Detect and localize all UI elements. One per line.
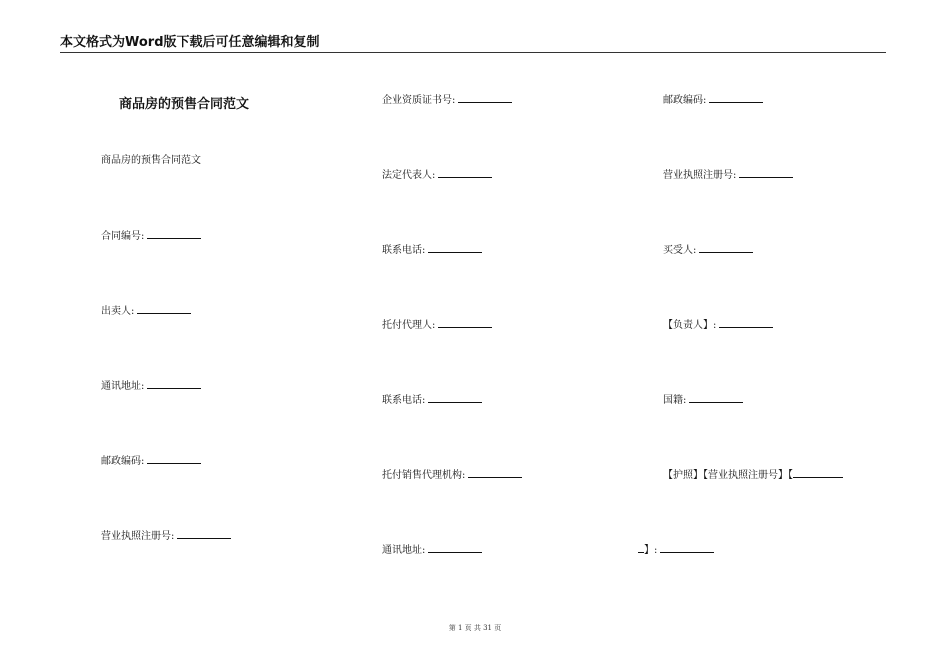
fill-blank: [468, 468, 522, 478]
col1-line: [101, 529, 231, 544]
fill-blank: [793, 468, 843, 478]
col2-line: [382, 393, 482, 408]
postcode-label: 邮政编码:: [101, 456, 145, 467]
phone-label: 联系电话:: [382, 395, 426, 406]
license-label: 营业执照注册号:: [101, 531, 175, 542]
col1-line: [101, 454, 201, 469]
qualification-label: 企业资质证书号:: [382, 95, 456, 106]
col3-line: [663, 243, 753, 258]
document-title: 商品房的预售合同范文: [119, 97, 250, 112]
document-header: [60, 33, 886, 53]
fill-blank: [177, 529, 231, 539]
fill-blank: [428, 543, 482, 553]
fill-blank: [438, 168, 492, 178]
col3-line: [663, 393, 743, 408]
col1-line: [101, 379, 201, 394]
passport-license-label: 【护照】【营业执照注册号】【: [663, 470, 793, 481]
col3-line: [638, 543, 714, 558]
col2-line: [382, 168, 492, 183]
col1-label: 商品房的预售合同范文: [101, 155, 201, 166]
page-number: 第 1 页 共 31 页: [448, 624, 502, 632]
fill-blank: [438, 318, 492, 328]
fill-blank: [147, 454, 201, 464]
address-label: 通讯地址:: [101, 381, 145, 392]
fill-blank: [428, 243, 482, 253]
buyer-label: 买受人:: [663, 245, 697, 256]
col2-line: [382, 93, 512, 108]
phone-label: 联系电话:: [382, 245, 426, 256]
col3-line: [663, 93, 763, 108]
fill-blank: [458, 93, 512, 103]
legal-rep-label: 法定代表人:: [382, 170, 436, 181]
agent-label: 托付代理人:: [382, 320, 436, 331]
col2-line: [382, 468, 522, 483]
fill-blank: [699, 243, 753, 253]
fill-blank: [709, 93, 763, 103]
fill-blank: [689, 393, 743, 403]
license-label: 营业执照注册号:: [663, 170, 737, 181]
col2-line: [382, 318, 492, 333]
bracket-close-label: 】:: [644, 545, 658, 556]
col2-line: [382, 243, 482, 258]
col1-line: [101, 229, 201, 244]
col3-line: [663, 468, 843, 483]
fill-blank: [719, 318, 773, 328]
col3-line: [663, 168, 793, 183]
fill-blank: [739, 168, 793, 178]
sales-agency-label: 托付销售代理机构:: [382, 470, 466, 481]
person-in-charge-label: 【负责人】:: [663, 320, 717, 331]
col3-line: [663, 318, 773, 333]
postcode-label: 邮政编码:: [663, 95, 707, 106]
address-label: 通讯地址:: [382, 545, 426, 556]
fill-blank: [147, 229, 201, 239]
fill-blank: [660, 543, 714, 553]
fill-blank: [428, 393, 482, 403]
nationality-label: 国籍:: [663, 395, 687, 406]
fill-blank: [137, 304, 191, 314]
col1-line: [101, 304, 191, 319]
seller-label: 出卖人:: [101, 306, 135, 317]
page-footer: [0, 623, 950, 633]
contract-number-label: 合同编号:: [101, 231, 145, 242]
fill-blank: [147, 379, 201, 389]
col1-line: [101, 154, 201, 168]
header-text: 本文格式为Word版下载后可任意编辑和复制: [60, 35, 320, 50]
col2-line: [382, 543, 482, 558]
